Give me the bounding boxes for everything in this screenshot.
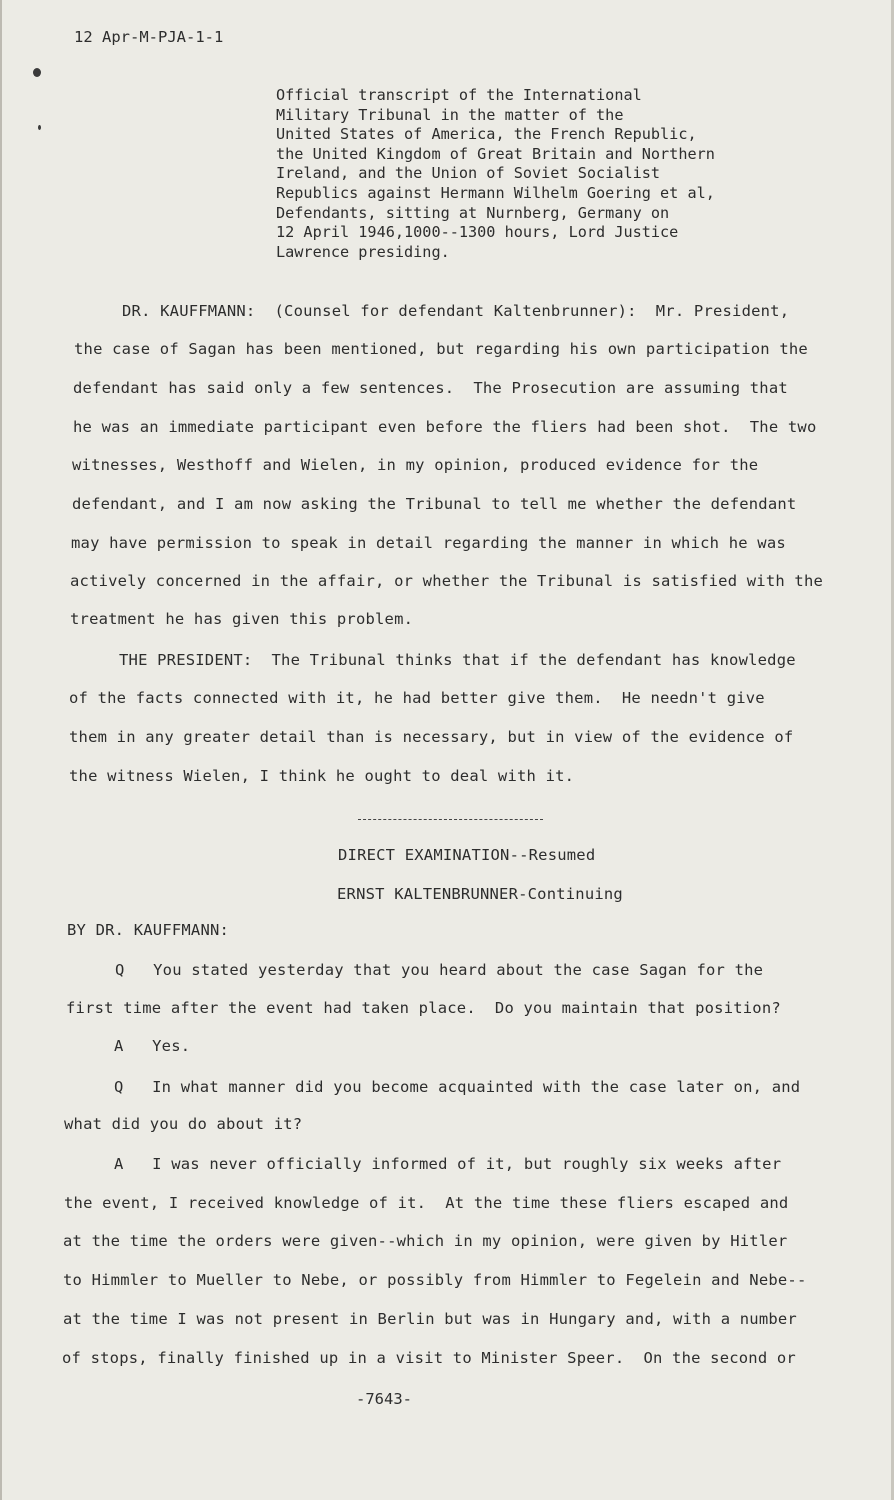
header-line: Defendants, sitting at Nurnberg, Germany on	[276, 203, 670, 222]
kauffmann-statement-line: witnesses, Westhoff and Wielen, in my opinion, produced evidence for the	[72, 456, 759, 474]
president-statement-line: of the facts connected with it, he had better give them. He needn't give	[69, 689, 765, 707]
answer-line: the event, I received knowledge of it. At the time these fliers escaped and	[64, 1194, 789, 1212]
header-line: 12 April 1946,1000--1300 hours, Lord Justice	[276, 223, 679, 242]
kauffmann-statement-line: may have permission to speak in detail regarding the manner in which he was	[71, 534, 786, 552]
question-line: Q You stated yesterday that you heard about the case Sagan for the	[115, 961, 764, 979]
kauffmann-statement-line: DR. KAUFFMANN: (Counsel for defendant Kaltenbrunner): Mr. President,	[122, 302, 790, 320]
president-statement-line: the witness Wielen, I think he ought to deal with it.	[69, 767, 575, 785]
margin-punch-mark	[33, 68, 41, 77]
president-statement-line: them in any greater detail than is necessary, but in view of the evidence of	[69, 728, 794, 746]
president-statement-line: THE PRESIDENT: The Tribunal thinks that if the defendant has knowledge	[119, 651, 796, 669]
answer-line: A I was never officially informed of it, but roughly six weeks after	[114, 1155, 782, 1173]
page-number: -7643-	[356, 1390, 412, 1408]
kauffmann-statement-line: the case of Sagan has been mentioned, but regarding his own participation the	[74, 340, 808, 358]
header-line: Military Tribunal in the matter of the	[276, 105, 624, 124]
header-line: United States of America, the French Republic,	[276, 125, 697, 144]
header-line: Official transcript of the International	[276, 86, 642, 104]
kauffmann-statement-line: defendant, and I am now asking the Tribunal to tell me whether the defendant	[72, 495, 797, 513]
question-line: first time after the event had taken place. Do you maintain that position?	[66, 999, 781, 1017]
answer-line: at the time the orders were given--which in my opinion, were given by Hitler	[63, 1232, 788, 1250]
section-heading: DIRECT EXAMINATION--Resumed	[338, 846, 596, 864]
kauffmann-statement-line: defendant has said only a few sentences. The Prosecution are assuming that	[73, 379, 788, 397]
kauffmann-statement-line: he was an immediate participant even before the fliers had been shot. The two	[73, 418, 817, 436]
question-line: what did you do about it?	[64, 1115, 303, 1133]
answer-line: of stops, finally finished up in a visit to Minister Speer. On the second or	[62, 1349, 796, 1367]
margin-tick-mark	[38, 125, 41, 130]
header-line: Lawrence presiding.	[276, 242, 450, 261]
page-left-edge	[0, 0, 2, 1500]
document-reference: 12 Apr-M-PJA-1-1	[74, 28, 224, 46]
header-line: Republics against Hermann Wilhelm Goering et al,	[276, 183, 715, 202]
kauffmann-statement-line: treatment he has given this problem.	[70, 610, 414, 628]
answer-line: A Yes.	[114, 1037, 191, 1055]
answer-line: at the time I was not present in Berlin but was in Hungary and, with a number	[63, 1310, 797, 1328]
section-heading: ERNST KALTENBRUNNER-Continuing	[337, 885, 623, 903]
transcript-header	[276, 86, 756, 262]
kauffmann-statement-line: actively concerned in the affair, or whether the Tribunal is satisfied with the	[70, 572, 824, 590]
answer-line: to Himmler to Mueller to Nebe, or possibly from Himmler to Fegelein and Nebe--	[63, 1271, 807, 1289]
examiner-label: BY DR. KAUFFMANN:	[67, 921, 230, 939]
question-line: Q In what manner did you become acquainted with the case later on, and	[114, 1078, 801, 1096]
header-line: Ireland, and the Union of Soviet Socialist	[276, 164, 661, 183]
header-line: the United Kingdom of Great Britain and Northern	[276, 144, 715, 163]
section-divider	[358, 819, 543, 820]
